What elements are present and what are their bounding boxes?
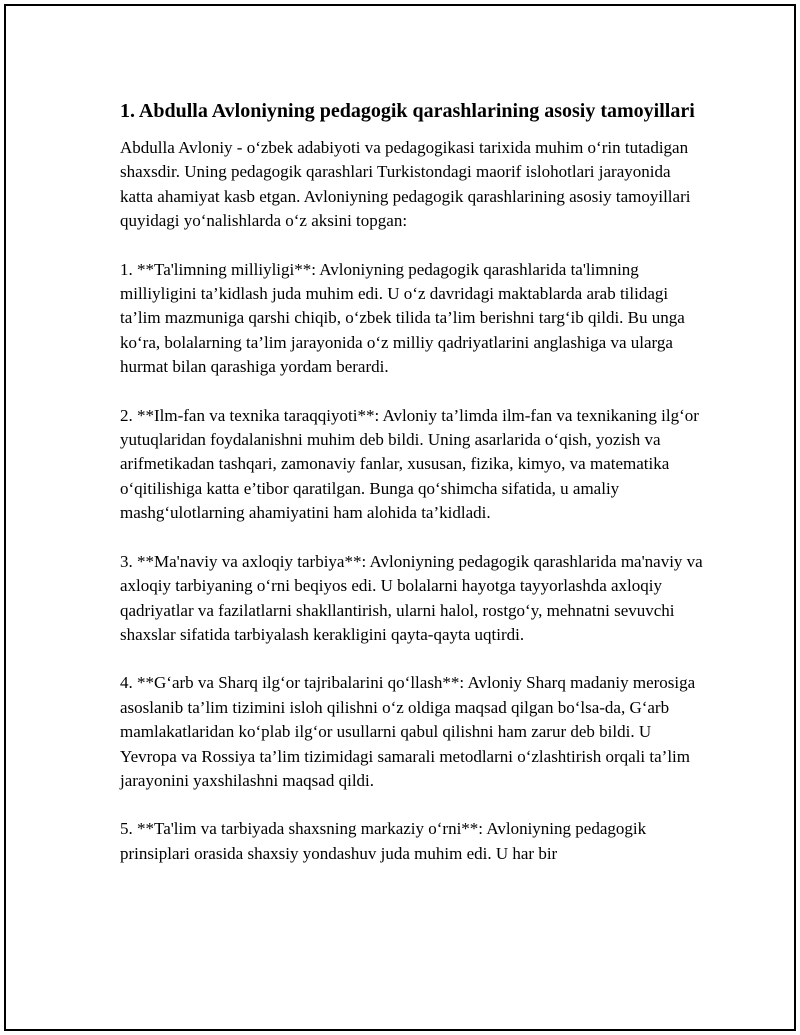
paragraph-manaviy-tarbiya: 3. **Ma'naviy va axloqiy tarbiya**: Avloniyning pedagogik qarashlarida ma'naviy va axloqiy tarbiyaning oʻrni beqiyos edi. U bolalarni hayotga tayyorlashda axloqiy qadriyatlar va fazilatlarni shakllantirish, ularni halol, rostgoʻy, mehnatni sevuvchi shaxslar sifatida tarbiyalash kerakligini qayta-qayta uqtirdi. bbox=[120, 551, 703, 644]
paragraph-milliylik: 1. **Ta'limning milliyligi**: Avloniyning pedagogik qarashlarida ta'limning milliyligini ta’kidlash juda muhim edi. U oʻz davridagi maktablarda arab tilidagi ta’lim mazmuniga qarshi chiqib, oʻzbek tilida ta’lim berishni targʻib qildi. Bu unga koʻra, bolalarning ta’lim jarayonida oʻz milliy qadriyatlarini anglashiga va ularga hurmat bilan qarashiga yordam berardi. bbox=[120, 259, 685, 377]
document-body bbox=[118, 96, 703, 890]
page-frame bbox=[4, 4, 796, 1031]
paragraph-garb-sharq: 4. **Gʻarb va Sharq ilgʻor tajribalarini qoʻllash**: Avloniy Sharq madaniy merosiga asoslanib ta’lim tizimini isloh qilishni oʻz oldiga maqsad qilgan boʻlsa-da, Gʻarb mamlakatlaridan koʻplab ilgʻor usullarni qabul qilishni ham zarur deb bildi. U Yevropa va Rossiya ta’lim tizimidagi samarali metodlarni oʻzlashtirish orqali ta’lim jarayonini yaxshilashni maqsad qildi. bbox=[120, 673, 696, 790]
intro-paragraph: Abdulla Avloniy - oʻzbek adabiyoti va pedagogikasi tarixida muhim oʻrin tutadigan shaxsdir. Uning pedagogik qarashlari Turkistondagi maorif islohotlari jarayonida katta ahamiyat kasb etgan. Avloniyning pedagogik qarashlarining asosiy tamoyillari quyidagi yoʻnalishlarda oʻz aksini topgan: bbox=[120, 138, 691, 231]
document-title: 1. Abdulla Avloniyning pedagogik qarashlarining asosiy tamoyillari bbox=[120, 100, 695, 122]
paragraph-shaxs-markaziy: 5. **Ta'lim va tarbiyada shaxsning markaziy oʻrni**: Avloniyning pedagogik prinsiplari orasida shaxsiy yondashuv juda muhim edi. U har bir bbox=[120, 819, 647, 863]
paragraph-ilm-fan: 2. **Ilm-fan va texnika taraqqiyoti**: Avloniy ta’limda ilm-fan va texnikaning ilgʻor yutuqlaridan foydalanishni muhim deb bildi. Uning asarlarida oʻqish, yozish va arifmetikadan tashqari, zamonaviy fanlar, xususan, fizika, kimyo, va matematika oʻqitilishiga katta e’tibor qaratilgan. Bunga qoʻshimcha sifatida, u amaliy mashgʻulotlarning ahamiyatini ham alohida ta’kidladi. bbox=[120, 405, 699, 523]
